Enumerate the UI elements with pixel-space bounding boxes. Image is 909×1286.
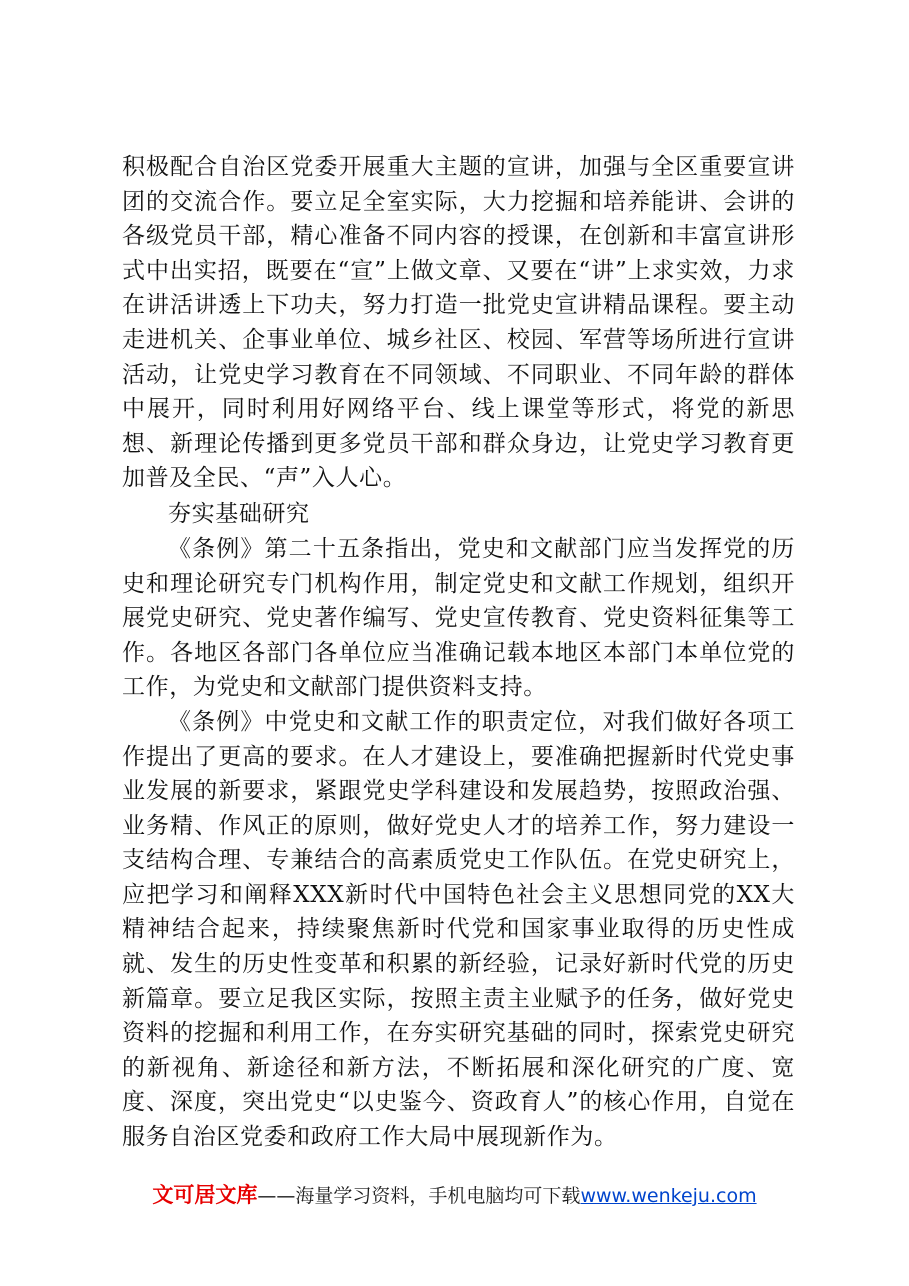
footer-brand: 文可居文库 (152, 1183, 258, 1207)
paragraph-continuation: 积极配合自治区党委开展重大主题的宣讲，加强与全区重要宣讲团的交流合作。要立足全室实际，大力挖掘和培养能讲、会讲的各级党员干部，精心准备不同内容的授课，在创新和丰富宣讲形式中出实招，既要在“宣”上做文章、又要在“讲”上求实效，力求在讲活讲透上下功夫，努力打造一批党史宣讲精品课程。要主动走进机关、企事业单位、城乡社区、校园、军营等场所进行宣讲活动，让党史学习教育在不同领域、不同职业、不同年龄的群体中展开，同时利用好网络平台、线上课堂等形式，将党的新思想、新理论传播到更多党员干部和群众身边，让党史学习教育更加普及全民、“声”入人心。 (122, 154, 795, 492)
paragraph-article-25: 《条例》第二十五条指出，党史和文献部门应当发挥党的历史和理论研究专门机构作用，制定党史和文献工作规划，组织开展党史研究、党史著作编写、党史宣传教育、党史资料征集等工作。各地区各部门各单位应当准确记载本地区本部门本单位党的工作，为党史和文献部门提供资料支持。 (122, 535, 795, 701)
section-heading: 夯实基础研究 (168, 500, 310, 527)
document-body (122, 150, 795, 1155)
footer-tagline: ——海量学习资料，手机电脑均可下载 (257, 1185, 581, 1207)
footer-banner (0, 1180, 909, 1211)
paragraph-duty-positioning: 《条例》中党史和文献工作的职责定位，对我们做好各项工作提出了更高的要求。在人才建设上，要准确把握新时代党史事业发展的新要求，紧跟党史学科建设和发展趋势，按照政治强、业务精、作风正的原则，做好党史人才的培养工作，努力建设一支结构合理、专兼结合的高素质党史工作队伍。在党史研究上，应把学习和阐释XXX新时代中国特色社会主义思想同党的XX大精神结合起来，持续聚焦新时代党和国家事业取得的历史性成就、发生的历史性变革和积累的新经验，记录好新时代党的历史新篇章。要立足我区实际，按照主责主业赋予的任务，做好党史资料的挖掘和利用工作，在夯实研究基础的同时，探索党史研究的新视角、新途径和新方法，不断拓展和深化研究的广度、宽度、深度，突出党史“以史鉴今、资政育人”的核心作用，自觉在服务自治区党委和政府工作大局中展现新作为。 (122, 708, 795, 1151)
footer-link[interactable]: www.wenkeju.com (580, 1185, 757, 1207)
